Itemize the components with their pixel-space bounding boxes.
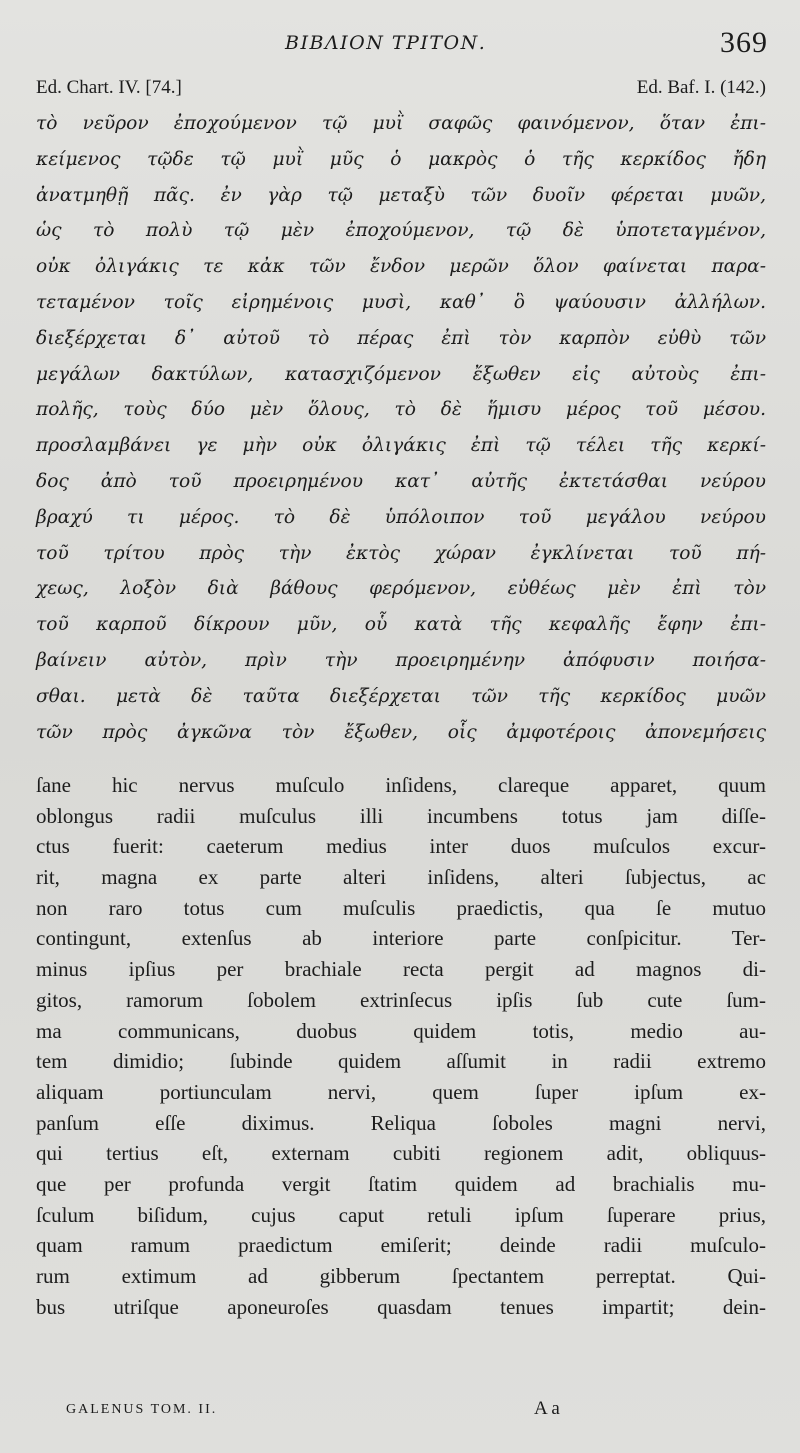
greek-text-line: ἀνατμηθῇ πᾶς. ἐν γὰρ τῷ μεταξὺ τῶν δυοῖν φέρεται μυῶν, <box>36 184 766 206</box>
greek-text-line: ὡς τὸ πολὺ τῷ μὲν ἐποχούμενον, τῷ δὲ ὑποτεταγμένον, <box>36 220 766 242</box>
running-head <box>0 26 800 62</box>
greek-text-line: σθαι. μετὰ δὲ ταῦτα διεξέρχεται τῶν τῆς κερκίδος μυῶν <box>36 685 766 707</box>
latin-text-line: tem dimidio; ſubinde quidem aſſumit in radii extremo <box>36 1049 766 1074</box>
latin-text-line: gitos, ramorum ſobolem extrinſecus ipſis ſub cute ſum- <box>36 987 766 1012</box>
greek-text-line: τὸ νεῦρον ἐποχούμενον τῷ μυῒ σαφῶς φαινόμενον, ὅταν ἐπι- <box>36 113 766 134</box>
greek-text-line: βραχύ τι μέρος. τὸ δὲ ὑπόλοιπον τοῦ μεγάλου νεύρου <box>36 506 766 528</box>
greek-text-line: τεταμένον τοῖς εἰρημένοις μυσὶ, καθ᾽ ὃ ψαύουσιν ἀλλήλων. <box>36 291 766 313</box>
latin-text-line: rit, magna ex parte alteri inſidens, alteri ſubjectus, ac <box>36 865 766 890</box>
latin-text-line: bus utriſque aponeuroſes quasdam tenues impartit; dein- <box>36 1294 766 1319</box>
greek-text-line: χεως, λοξὸν διὰ βάθους φερόμενον, εὐθέως μὲν ἐπὶ τὸν <box>36 578 766 600</box>
signature-mark: A a <box>534 1398 560 1419</box>
greek-text-line: δος ἀπὸ τοῦ προειρημένου κατ᾽ αὐτῆς ἐκτετάσθαι νεύρου <box>36 470 766 492</box>
latin-text-line: ctus fuerit: caeterum medius inter duos muſculos excur- <box>36 834 766 859</box>
latin-text-line: ſane hic nervus muſculo inſidens, clareque apparet, quum <box>36 773 766 797</box>
latin-text-line: ma communicans, duobus quidem totis, medio au- <box>36 1018 766 1043</box>
running-title: BIBΛΙΟΝ ΤΡΙΤΟΝ. <box>285 32 487 54</box>
latin-text-line: rum extimum ad gibberum ſpectantem perreptat. Qui- <box>36 1264 766 1288</box>
greek-text-line: διεξέρχεται δ᾽ αὐτοῦ τὸ πέρας ἐπὶ τὸν καρπὸν εὐθὺ τῶν <box>36 327 766 349</box>
printer-signature: GALENUS TOM. II. <box>66 1402 218 1417</box>
latin-text-line: quam ramum praedictum emiſerit; deinde radii muſculo- <box>36 1233 766 1258</box>
latin-text-block <box>36 770 766 1322</box>
greek-text-line: τῶν πρὸς ἀγκῶνα τὸν ἔξωθεν, οἷς ἀμφοτέροις ἀπονεμήσεις <box>36 721 766 743</box>
greek-text-line: μεγάλων δακτύλων, κατασχιζόμενον ἔξωθεν εἰς αὐτοὺς ἐπι- <box>36 363 766 385</box>
latin-text-line: minus ipſius per brachiale recta pergit ad magnos di- <box>36 957 766 982</box>
greek-text-line: βαίνειν αὐτὸν, πρὶν τὴν προειρημένην ἀπόφυσιν ποιήσα- <box>36 649 766 671</box>
greek-text-block <box>36 106 766 750</box>
greek-text-line: τοῦ τρίτου πρὸς τὴν ἐκτὸς χώραν ἐγκλίνεται τοῦ πή- <box>36 542 766 564</box>
latin-text-line: panſum eſſe diximus. Reliqua ſoboles magni nervi, <box>36 1110 766 1135</box>
latin-text-line: aliquam portiunculam nervi, quem ſuper ipſum ex- <box>36 1079 766 1104</box>
edition-reference-basel: Ed. Baf. I. (142.) <box>636 77 766 98</box>
latin-text-line: non raro totus cum muſculis praedictis, qua ſe mutuo <box>36 895 766 920</box>
latin-text-line: ſculum biſidum, cujus caput retuli ipſum ſuperare prius, <box>36 1202 766 1227</box>
latin-text-line: que per profunda vergit ſtatim quidem ad brachialis mu- <box>36 1171 766 1196</box>
greek-text-line: κείμενος τῷδε τῷ μυῒ μῦς ὁ μακρὸς ὁ τῆς κερκίδος ἤδη <box>36 148 766 170</box>
latin-text-line: oblongus radii muſculus illi incumbens totus jam diſſe- <box>36 803 766 828</box>
greek-text-line: οὐκ ὀλιγάκις τε κἀκ τῶν ἔνδον μερῶν ὅλον φαίνεται παρα- <box>36 256 766 278</box>
edition-references <box>36 77 766 101</box>
greek-text-line: τοῦ καρποῦ δίκρουν μῦν, οὗ κατὰ τῆς κεφαλῆς ἔφην ἐπι- <box>36 614 766 636</box>
latin-text-line: qui tertius eſt, externam cubiti regionem adit, obliquus- <box>36 1141 766 1166</box>
edition-reference-chartier: Ed. Chart. IV. [74.] <box>36 77 182 98</box>
page-number: 369 <box>720 26 768 59</box>
page-footer <box>66 1398 586 1426</box>
greek-text-line: πολῆς, τοὺς δύο μὲν ὅλους, τὸ δὲ ἥμισυ μέρος τοῦ μέσου. <box>36 399 766 421</box>
latin-text-line: contingunt, extenſus ab interiore parte conſpicitur. Ter- <box>36 926 766 951</box>
greek-text-line: προσλαμβάνει γε μὴν οὐκ ὀλιγάκις ἐπὶ τῷ τέλει τῆς κερκί- <box>36 435 766 457</box>
